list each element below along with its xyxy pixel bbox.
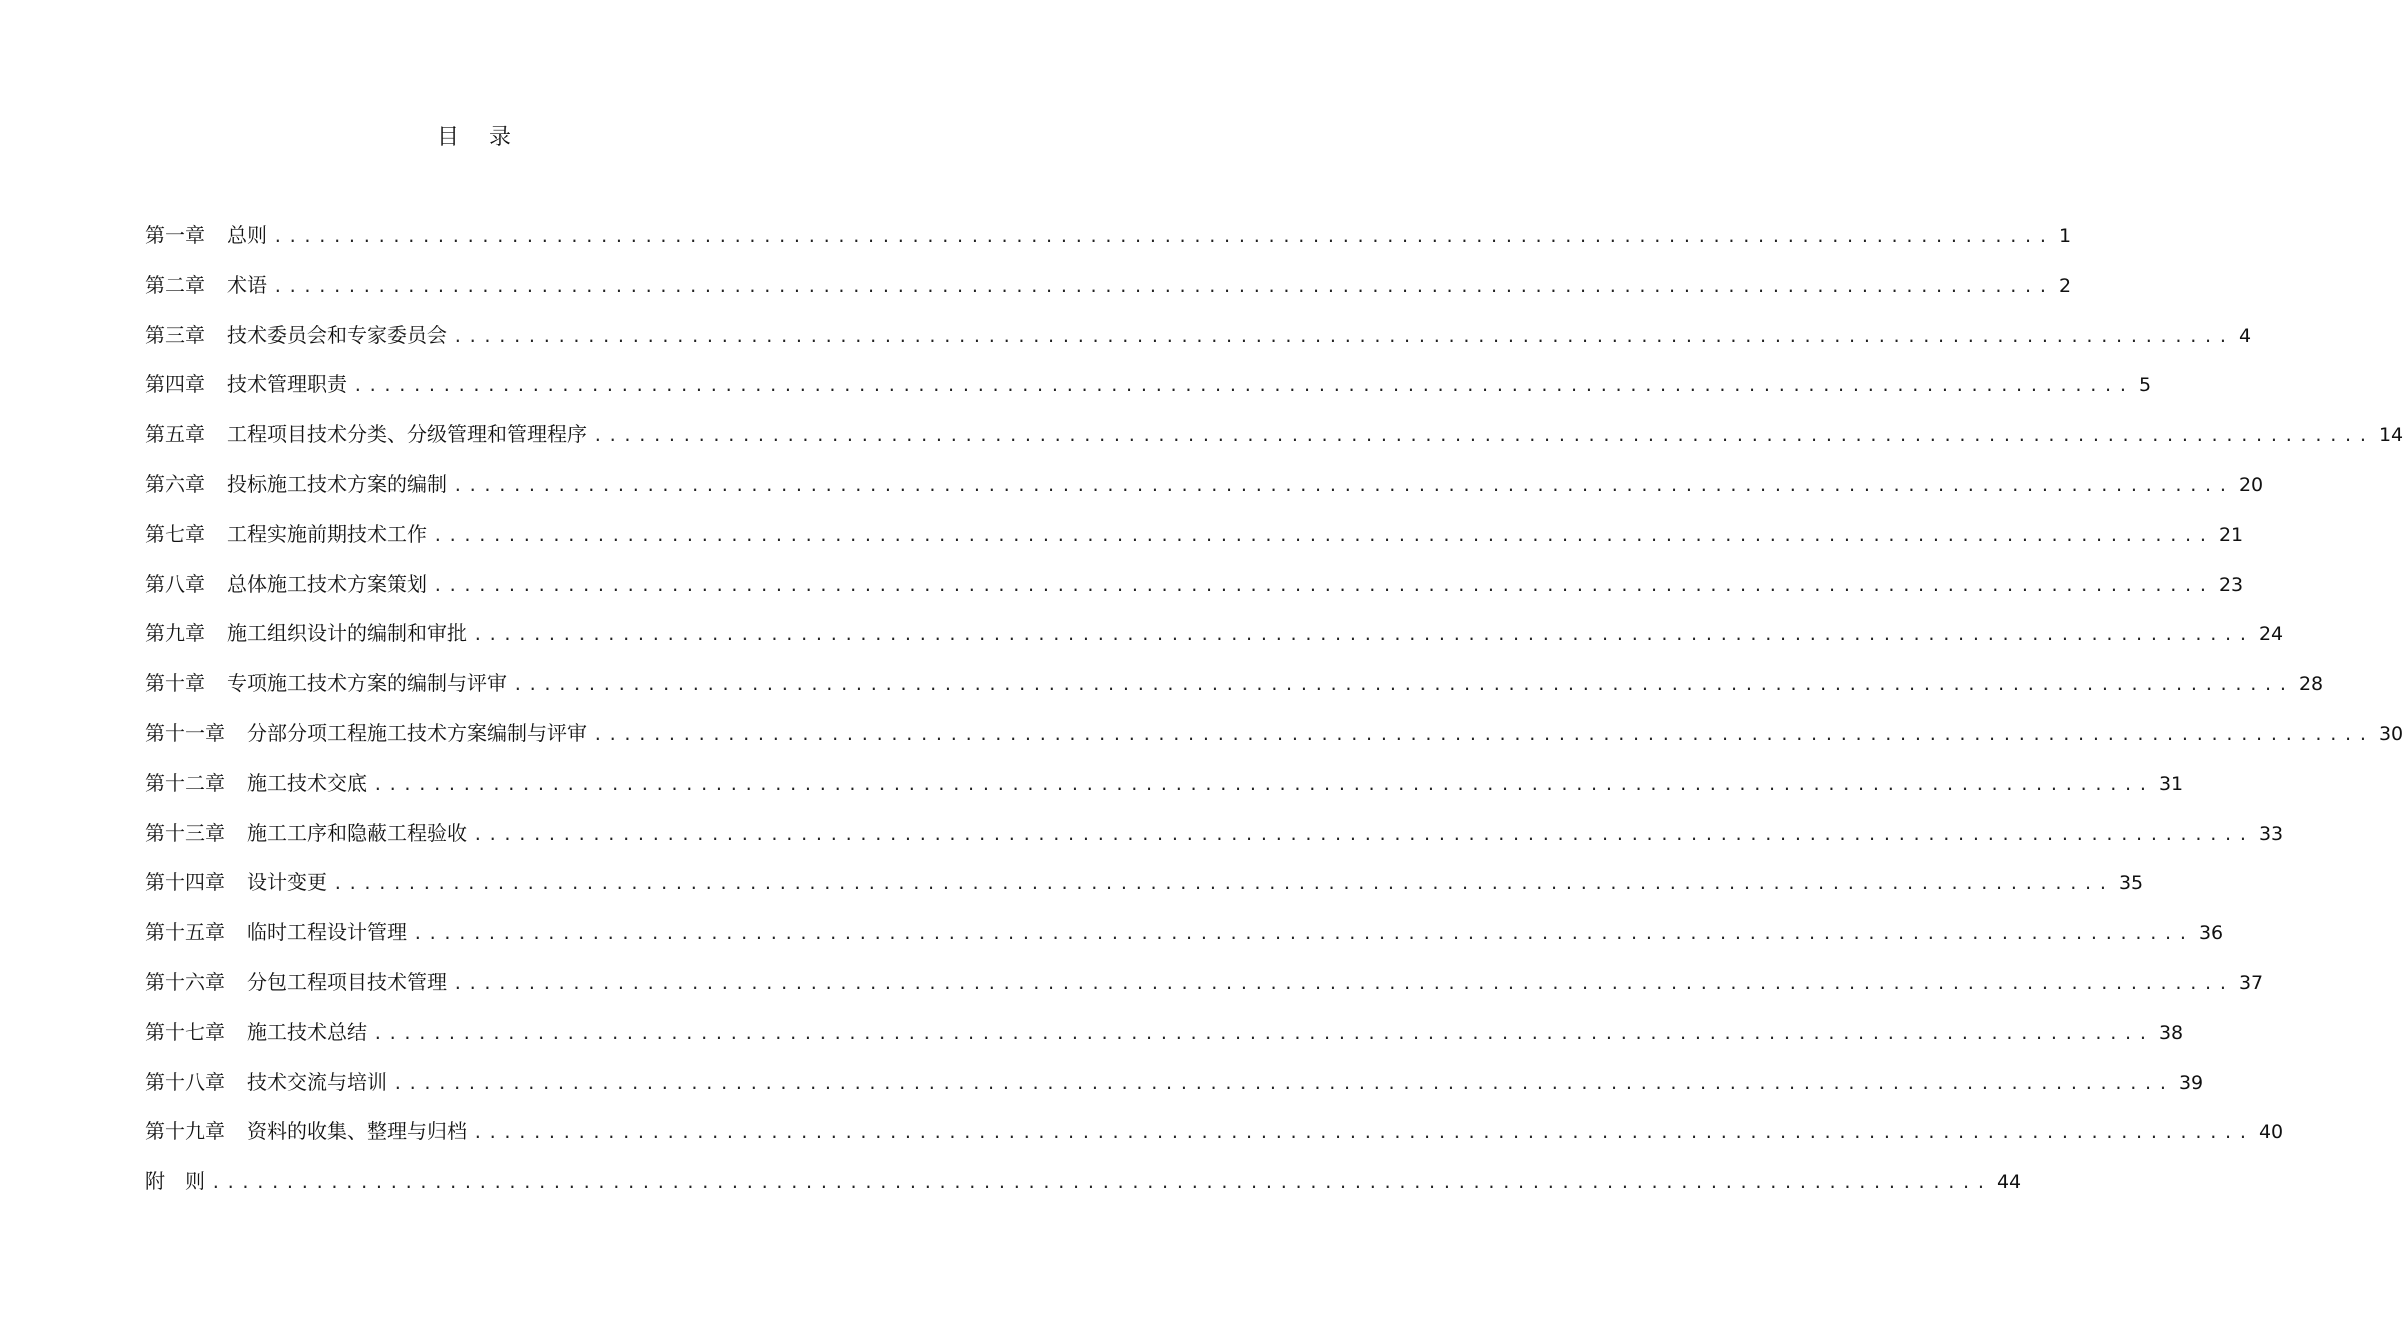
toc-chapter-title: 技术交流与培训 (247, 1069, 387, 1094)
toc-entry[interactable] (145, 668, 2324, 718)
toc-chapter-number: 附 则 (145, 1169, 205, 1194)
toc-page-number: 20 (2238, 473, 2264, 496)
toc-leader-dots: ........................................................................................................................ (333, 874, 2113, 894)
toc-leader-dots: ........................................................................................................................ (373, 1023, 2153, 1043)
toc-page-number: 33 (2258, 822, 2284, 845)
toc-page-number: 2 (2058, 274, 2072, 297)
table-of-contents (145, 220, 2403, 1216)
toc-chapter-number: 第十八章 (145, 1069, 225, 1094)
toc-entry[interactable] (145, 867, 2144, 917)
toc-chapter-number: 第六章 (145, 471, 205, 496)
toc-chapter-number: 第八章 (145, 571, 205, 596)
toc-entry[interactable] (145, 1166, 2022, 1216)
toc-chapter-title: 总体施工技术方案策划 (227, 571, 427, 596)
toc-leader-dots: ........................................................................................................................ (373, 774, 2153, 794)
toc-page-number: 31 (2158, 772, 2184, 795)
toc-chapter-title: 技术管理职责 (227, 372, 347, 397)
toc-leader-dots: ........................................................................................................................ (433, 525, 2213, 545)
toc-chapter-number: 第五章 (145, 422, 205, 447)
toc-leader-dots: ........................................................................................................................ (393, 1073, 2173, 1093)
toc-leader-dots: ........................................................................................................................ (273, 227, 2053, 246)
toc-chapter-number: 第一章 (145, 223, 205, 247)
toc-chapter-number: 第七章 (145, 521, 205, 546)
toc-page-number: 39 (2178, 1071, 2204, 1094)
toc-leader-dots: ........................................................................................................................ (273, 276, 2053, 296)
toc-entry[interactable] (145, 917, 2224, 967)
toc-page-number: 35 (2118, 872, 2144, 895)
toc-page-number: 30 (2378, 722, 2403, 745)
toc-entry[interactable] (145, 967, 2264, 1017)
toc-chapter-title: 施工技术总结 (247, 1019, 367, 1044)
toc-chapter-number: 第十七章 (145, 1019, 225, 1044)
toc-leader-dots: ........................................................................................................................ (473, 625, 2253, 645)
toc-entry[interactable] (145, 519, 2244, 569)
toc-chapter-title: 临时工程设计管理 (247, 920, 407, 945)
toc-chapter-number: 第十一章 (145, 720, 225, 745)
toc-page-number: 1 (2058, 225, 2072, 247)
toc-chapter-title: 设计变更 (247, 870, 327, 895)
toc-page-number: 23 (2218, 573, 2244, 596)
toc-chapter-number: 第十二章 (145, 770, 225, 795)
toc-page-number: 21 (2218, 523, 2244, 546)
toc-chapter-number: 第九章 (145, 621, 205, 646)
toc-page-number: 14 (2378, 424, 2403, 447)
toc-chapter-number: 第三章 (145, 322, 205, 347)
toc-entry[interactable] (145, 419, 2403, 469)
toc-chapter-title: 术语 (227, 272, 267, 297)
toc-entry[interactable] (145, 818, 2284, 868)
toc-entry[interactable] (145, 768, 2184, 818)
toc-leader-dots: ........................................................................................................................ (593, 724, 2373, 744)
toc-entry[interactable] (145, 469, 2264, 519)
toc-chapter-title: 施工技术交底 (247, 770, 367, 795)
toc-page-number: 24 (2258, 623, 2284, 646)
toc-chapter-number: 第十章 (145, 671, 205, 696)
toc-chapter-number: 第二章 (145, 272, 205, 297)
toc-entry[interactable] (145, 369, 2152, 419)
toc-entry[interactable] (145, 1017, 2184, 1067)
toc-chapter-title: 专项施工技术方案的编制与评审 (227, 671, 507, 696)
toc-chapter-number: 第四章 (145, 372, 205, 397)
toc-chapter-title: 工程实施前期技术工作 (227, 521, 427, 546)
toc-leader-dots: ........................................................................................................................ (453, 475, 2233, 495)
toc-chapter-title: 施工工序和隐蔽工程验收 (247, 820, 467, 845)
toc-leader-dots: ........................................................................................................................ (513, 675, 2293, 695)
toc-page-number: 37 (2238, 971, 2264, 994)
toc-chapter-number: 第十九章 (145, 1119, 225, 1144)
toc-chapter-number: 第十四章 (145, 870, 225, 895)
toc-chapter-number: 第十六章 (145, 969, 225, 994)
toc-chapter-title: 技术委员会和专家委员会 (227, 322, 447, 347)
toc-entry[interactable] (145, 718, 2403, 768)
toc-chapter-title: 工程项目技术分类、分级管理和管理程序 (227, 422, 587, 447)
title-char-1: 目 (436, 125, 461, 150)
toc-chapter-title: 投标施工技术方案的编制 (227, 471, 447, 496)
toc-leader-dots: ........................................................................................................................ (413, 924, 2193, 944)
toc-leader-dots: ........................................................................................................................ (453, 973, 2233, 993)
toc-entry[interactable] (145, 569, 2244, 619)
toc-chapter-number: 第十三章 (145, 820, 225, 845)
toc-leader-dots: ........................................................................................................................ (593, 426, 2373, 446)
toc-entry[interactable] (145, 320, 2252, 370)
toc-leader-dots: ........................................................................................................................ (453, 326, 2233, 346)
toc-leader-dots: ........................................................................................................................ (211, 1173, 1991, 1193)
toc-chapter-title: 分部分项工程施工技术方案编制与评审 (247, 720, 587, 745)
toc-chapter-title: 施工组织设计的编制和审批 (227, 621, 467, 646)
toc-page-number: 36 (2198, 922, 2224, 945)
toc-leader-dots: ........................................................................................................................ (353, 376, 2133, 396)
toc-chapter-title: 总则 (227, 223, 267, 247)
toc-chapter-title: 资料的收集、整理与归档 (247, 1119, 467, 1144)
page-title (0, 120, 950, 151)
toc-page-number: 4 (2238, 324, 2252, 347)
toc-page-number: 40 (2258, 1121, 2284, 1144)
toc-entry[interactable] (145, 270, 2072, 320)
toc-entry[interactable] (145, 618, 2284, 668)
toc-page-number: 44 (1996, 1171, 2022, 1194)
toc-page-number: 28 (2298, 673, 2324, 696)
title-char-2: 录 (489, 125, 514, 150)
toc-leader-dots: ........................................................................................................................ (473, 1123, 2253, 1143)
toc-chapter-number: 第十五章 (145, 920, 225, 945)
toc-entry[interactable] (145, 220, 2072, 270)
toc-page-number: 38 (2158, 1021, 2184, 1044)
toc-entry[interactable] (145, 1067, 2204, 1117)
toc-leader-dots: ........................................................................................................................ (433, 575, 2213, 595)
toc-leader-dots: ........................................................................................................................ (473, 824, 2253, 844)
toc-page-number: 5 (2138, 374, 2152, 397)
toc-entry[interactable] (145, 1116, 2284, 1166)
toc-chapter-title: 分包工程项目技术管理 (247, 969, 447, 994)
